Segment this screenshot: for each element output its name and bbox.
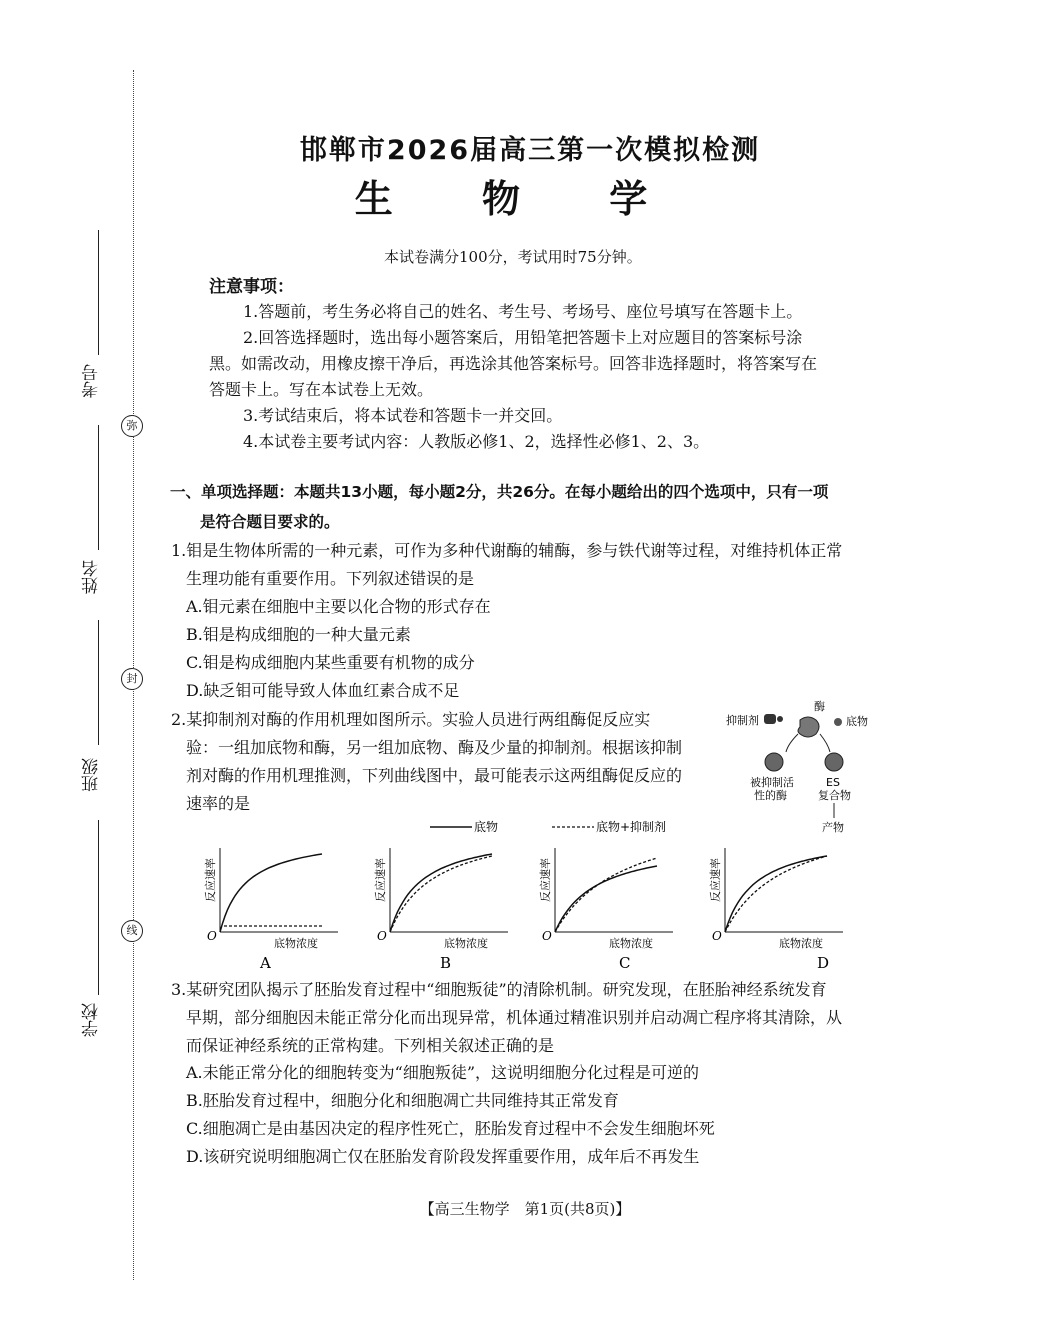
section1-heading: 一、单项选择题：本题共13小题，每小题2分，共26分。在每小题给出的四个选项中，只有一项 (170, 483, 829, 501)
arrow-to-es (820, 734, 830, 752)
diagram-inhibitor-label: 抑制剂 (726, 714, 759, 727)
note-4: 4.本试卷主要考试内容：人教版必修1、2，选择性必修1、2、3。 (243, 432, 710, 451)
chart-b-letter: B (440, 954, 452, 972)
school-label: 学校 (82, 1003, 102, 1037)
chart-b (370, 840, 520, 972)
subject-title: 生 物 学 (354, 177, 686, 221)
legend-dashed-label: 底物+抑制剂 (596, 820, 667, 834)
note-2b: 黑。如需改动，用橡皮擦干净后，再选涂其他答案标号。回答非选择题时，将答案写在 (209, 354, 818, 373)
diagram-inhibited-label: 被抑制活 (750, 776, 794, 789)
chart-c-ylabel: 反应速率 (539, 858, 552, 902)
exam-no-label: 考号 (82, 364, 102, 398)
page-footer: 【高三生物学 第1页(共8页)】 (419, 1200, 631, 1218)
inhibited-enzyme-shape (765, 753, 783, 771)
q2-stem-4: 速率的是 (186, 794, 251, 813)
exam-info: 本试卷满分100分，考试用时75分钟。 (384, 248, 642, 266)
legend-solid-label: 底物 (474, 820, 499, 834)
chart-d (705, 840, 855, 972)
q1-option-d: D.缺乏钼可能导致人体血红素合成不足 (186, 681, 460, 700)
chart-a-origin: O (207, 929, 217, 943)
q1-option-a: A.钼元素在细胞中主要以化合物的形式存在 (186, 597, 491, 616)
chart-c-origin: O (542, 929, 552, 943)
exam-title: 邯郸市2026届高三第一次模拟检测 (299, 135, 761, 166)
note-2a: 2.回答选择题时，选出每小题答案后，用铅笔把答题卡上对应题目的答案标号涂 (243, 328, 803, 347)
enzyme-shape (798, 717, 819, 737)
chart-a-letter: A (260, 954, 271, 972)
q3-stem-3: 而保证神经系统的正常构建。下列相关叙述正确的是 (186, 1036, 555, 1055)
q2-stem-3: 剂对酶的作用机理推测，下列曲线图中，最可能表示这两组酶促反应的 (186, 766, 683, 785)
seal-mark-feng: 封 (121, 668, 143, 690)
enzyme-inhibitor-diagram (726, 698, 890, 838)
name-label: 姓名 (82, 560, 102, 594)
chart-b-dashed-curve (390, 856, 492, 932)
chart-d-letter: D (817, 954, 830, 972)
chart-d-solid-curve (725, 856, 827, 932)
diagram-es-label: ES (826, 776, 840, 789)
seal-mark-xian: 线 (121, 920, 143, 942)
chart-c (535, 840, 685, 972)
diagram-complex-label: 复合物 (818, 789, 851, 802)
q2-stem-2: 验：一组加底物和酶，另一组加底物、酶及少量的抑制剂。根据该抑制 (186, 738, 683, 757)
q3-option-c: C.细胞凋亡是由基因决定的程序性死亡，胚胎发育过程中不会发生细胞坏死 (186, 1119, 715, 1138)
q3-option-b: B.胚胎发育过程中，细胞分化和细胞凋亡共同维持其正常发育 (186, 1091, 619, 1110)
chart-a-solid-curve (220, 854, 322, 932)
seal-mark-mi: 弥 (121, 415, 143, 437)
diagram-substrate-label: 底物 (846, 715, 868, 728)
substrate-shape (834, 718, 842, 726)
es-complex-shape (825, 753, 843, 771)
chart-c-xlabel: 底物浓度 (609, 937, 653, 950)
chart-b-xlabel: 底物浓度 (444, 937, 488, 950)
chart-b-origin: O (377, 929, 387, 943)
q1-stem-2: 生理功能有重要作用。下列叙述错误的是 (186, 569, 475, 588)
chart-legend (420, 816, 710, 838)
note-1: 1.答题前，考生务必将自己的姓名、考生号、考场号、座位号填写在答题卡上。 (243, 302, 803, 321)
note-2c: 答题卡上。写在本试卷上无效。 (209, 380, 434, 399)
chart-b-solid-curve (390, 854, 492, 932)
chart-d-ylabel: 反应速率 (709, 858, 722, 902)
inhibitor-shape (764, 714, 776, 724)
arrow-to-inhibited (786, 734, 798, 752)
q3-stem-2: 早期，部分细胞因未能正常分化而出现异常，机体通过精准识别并启动凋亡程序将其清除，从 (186, 1008, 843, 1027)
exam-no-underline (98, 230, 99, 355)
chart-a-ylabel: 反应速率 (204, 858, 217, 902)
q1-option-c: C.钼是构成细胞内某些重要有机物的成分 (186, 653, 475, 672)
diagram-product-label: 产物 (822, 821, 844, 834)
class-underline (98, 620, 99, 745)
q1-stem-1: 1.钼是生物体所需的一种元素，可作为多种代谢酶的辅酶，参与铁代谢等过程，对维持机体正常 (171, 541, 843, 560)
q1-option-b: B.钼是构成细胞的一种大量元素 (186, 625, 411, 644)
chart-c-letter: C (619, 954, 631, 972)
chart-d-dashed-curve (725, 856, 827, 932)
chart-b-ylabel: 反应速率 (374, 858, 387, 902)
q3-option-d: D.该研究说明细胞凋亡仅在胚胎发育阶段发挥重要作用，成年后不再发生 (186, 1147, 700, 1166)
chart-c-solid-curve (555, 866, 657, 932)
school-underline (98, 820, 99, 995)
note-3: 3.考试结束后，将本试卷和答题卡一并交回。 (243, 406, 563, 425)
diagram-enzyme-label: 酶 (814, 700, 825, 713)
notes-heading: 注意事项： (209, 277, 294, 297)
diagram-inhibited-label-2: 性的酶 (754, 789, 787, 802)
inhibitor-dot (777, 716, 783, 722)
section1-heading-2: 是符合题目要求的。 (200, 513, 340, 531)
chart-d-origin: O (712, 929, 722, 943)
class-label: 班级 (82, 758, 102, 792)
chart-a (200, 840, 350, 972)
name-underline (98, 425, 99, 550)
q2-stem-1: 2.某抑制剂对酶的作用机理如图所示。实验人员进行两组酶促反应实 (171, 710, 651, 729)
chart-a-xlabel: 底物浓度 (274, 937, 318, 950)
q3-option-a: A.未能正常分化的细胞转变为“细胞叛徒”，这说明细胞分化过程是可逆的 (186, 1063, 700, 1082)
q3-stem-1: 3.某研究团队揭示了胚胎发育过程中“细胞叛徒”的清除机制。研究发现，在胚胎神经系统发育 (171, 980, 827, 999)
chart-d-xlabel: 底物浓度 (779, 937, 823, 950)
